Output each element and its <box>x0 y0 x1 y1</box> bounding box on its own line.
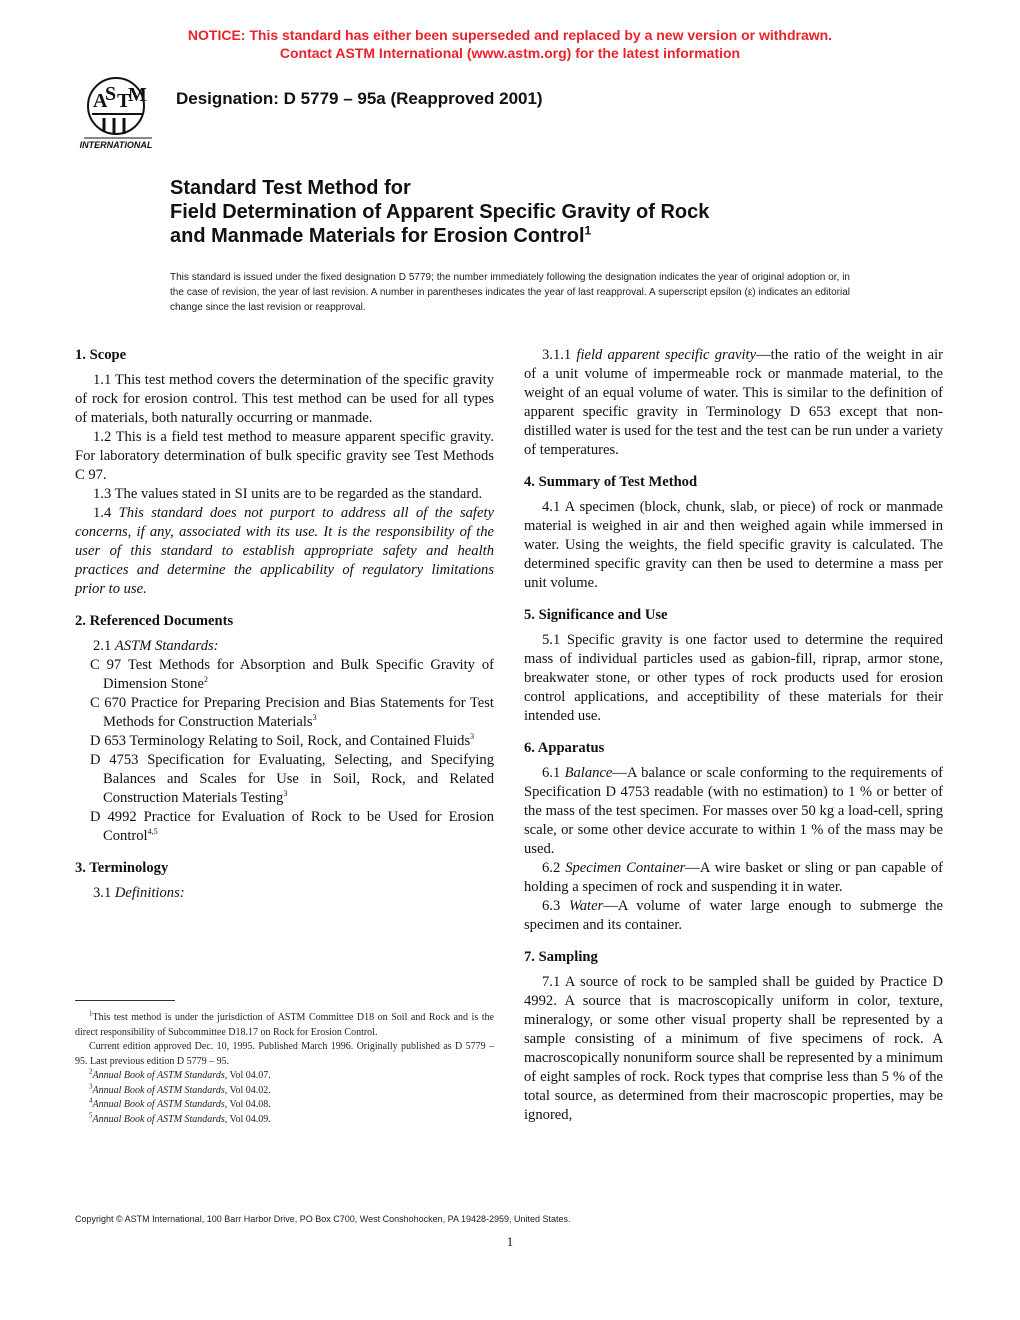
section-significance <box>524 606 943 726</box>
reference-footnote-ref: 3 <box>312 713 317 723</box>
document-title <box>170 176 930 248</box>
footnote-text: , Vol 04.07. <box>224 1070 271 1081</box>
scope-p4-text: This standard does not purport to address all of the safety concerns, if any, associated with its use. It is the responsibility of the user of this standard to establish appropriate safety and health practices and determine the applicability of regulatory limitations prior to use. <box>75 505 494 597</box>
reference-item <box>90 656 494 694</box>
footnote-book: Annual Book of ASTM Standards <box>92 1084 225 1096</box>
footnote-rule <box>75 1000 175 1001</box>
significance-heading: 5. Significance and Use <box>524 607 668 623</box>
notice-line-1: NOTICE: This standard has either been superseded and replaced by a new version or withdrawn. <box>187 27 833 43</box>
issued-note: This standard is issued under the fixed designation D 5779; the number immediately following the designation indicates the year of original adoption or, in the case of revision, the year of last revision. A number in parentheses indicates the year of last reapproval. A superscript epsilon (ε) indicates an editorial change since the last revision or reapproval. <box>170 272 850 313</box>
definition-term: field apparent specific gravity <box>576 347 757 363</box>
scope-p1: 1.1 This test method covers the determination of the specific gravity of rock for erosion control. This test method can be used for all types of materials, both naturally occurring or manmade. <box>75 372 494 426</box>
terminology-heading: 3. Terminology <box>75 860 169 876</box>
svg-text:M: M <box>128 84 147 106</box>
reference-footnote-ref: 3 <box>470 732 475 742</box>
footnote-book: Annual Book of ASTM Standards <box>92 1099 225 1110</box>
reference-footnote-ref: 4,5 <box>147 827 158 837</box>
footnote-number: 3 <box>89 1082 93 1091</box>
title-line-1: Standard Test Method for <box>170 177 411 199</box>
reference-text: C 670 Practice for Preparing Precision and Bias Statements for Test Methods for Construction Materials <box>90 695 494 730</box>
footnote-number: 4 <box>89 1096 93 1105</box>
reference-footnote-ref: 2 <box>203 675 208 685</box>
reference-text: D 653 Terminology Relating to Soil, Rock, and Contained Fluids <box>90 733 471 749</box>
svg-text:S: S <box>105 83 117 105</box>
apparatus-num: 6.1 <box>542 765 565 781</box>
reference-text: C 97 Test Methods for Absorption and Bulk Specific Gravity of Dimension Stone <box>90 657 494 692</box>
reference-footnote-ref: 3 <box>283 789 288 799</box>
copyright: Copyright © ASTM International, 100 Barr Harbor Drive, PO Box C700, West Conshohocken, PA 19428-2959, United States. <box>75 1214 571 1224</box>
sampling-p1: 7.1 A source of rock to be sampled shall be guided by Practice D 4992. A source that is macroscopically uniform in color, texture, mineralogy, or some other visual property shall be represented by a sample consisting of a minimum of five specimens of rock. A macroscopically nonuniform source shall be represented by a minimum of eight samples of rock. Rock types that comprise less than 5 % of the total source, as determined from their macroscopic properties, may be ignored, <box>524 974 943 1123</box>
definition-num: 3.1.1 <box>542 347 577 363</box>
footnote <box>75 1069 494 1084</box>
notice-line-2: Contact ASTM International (www.astm.org) for the latest information <box>279 45 741 61</box>
footnote-text: , Vol 04.02. <box>224 1084 271 1096</box>
reference-item <box>90 694 494 732</box>
svg-text:T: T <box>117 90 131 112</box>
significance-p1: 5.1 Specific gravity is one factor used to determine the required mass of individual particles used as gabion-fill, riprap, armor stone, breakwater stone, or other types of rock products used for erosion control applications, and acceptibility of these materials for their intended use. <box>524 632 943 724</box>
footnotes <box>75 1011 494 1127</box>
footnote-book: Annual Book of ASTM Standards <box>92 1070 225 1081</box>
scope-heading: 1. Scope <box>75 347 127 363</box>
summary-p1: 4.1 A specimen (block, chunk, slab, or piece) of rock or manmade material is weighed in air and then weighed again while immersed in water. Using the weights, the field specific gravity is calculated. The determined specific gravity can then be used to determine a mass per unit volume. <box>524 499 943 591</box>
referenced-sub-label: ASTM Standards: <box>114 638 219 654</box>
apparatus-item <box>524 897 943 935</box>
title-line-3 <box>170 224 930 248</box>
terminology-definition <box>524 346 943 460</box>
definition-text: —the ratio of the weight in air of a unit volume of impermeable rock or manmade material, to the weight of an equal volume of water. This is similar to the definition of apparent specific gravity in Terminology D 653 except that non-distilled water is used for the test and the test can be run under a variety of temperatures. <box>524 347 943 458</box>
svg-text:A: A <box>93 90 108 112</box>
section-summary <box>524 473 943 593</box>
summary-heading: 4. Summary of Test Method <box>524 474 698 490</box>
terminology-sub-num: 3.1 <box>93 885 115 901</box>
logo-text: INTERNATIONAL <box>79 140 153 150</box>
notice-banner <box>0 26 1020 62</box>
scope-p4 <box>75 504 494 599</box>
astm-logo <box>70 74 162 152</box>
apparatus-term: Water <box>568 898 604 914</box>
apparatus-item <box>524 859 943 897</box>
section-scope <box>75 346 494 599</box>
apparatus-num: 6.2 <box>542 860 566 876</box>
footnote-number: 1 <box>89 1009 93 1018</box>
scope-p4-num: 1.4 <box>93 505 119 521</box>
sampling-heading: 7. Sampling <box>524 949 598 965</box>
footnote <box>75 1098 494 1113</box>
terminology-sub <box>75 884 494 903</box>
right-column <box>524 346 943 1138</box>
referenced-heading: 2. Referenced Documents <box>75 613 234 629</box>
footnote-number: 2 <box>89 1067 93 1076</box>
footnote-text: , Vol 04.08. <box>224 1099 271 1110</box>
footnote <box>75 1084 494 1099</box>
footnote <box>75 1113 494 1128</box>
footnote-text: Current edition approved Dec. 10, 1995. Published March 1996. Originally published as D 5779 – 95. Last previous edition D 5779 – 95. <box>75 1041 494 1067</box>
apparatus-term: Balance <box>564 765 613 781</box>
scope-p2: 1.2 This is a field test method to measure apparent specific gravity. For laboratory determination of bulk specific gravity see Test Methods C 97. <box>75 429 494 483</box>
section-sampling <box>524 948 943 1125</box>
footnote-number: 5 <box>89 1111 93 1120</box>
definition-3-1-1 <box>524 346 943 460</box>
reference-text: D 4992 Practice for Evaluation of Rock to be Used for Erosion Control <box>90 809 494 844</box>
reference-text: D 4753 Specification for Evaluating, Selecting, and Specifying Balances and Scales for Use in Soil, Rock, and Related Construction Materials Testing <box>90 752 494 806</box>
apparatus-text: —A wire basket or sling or pan capable of holding a specimen of rock and suspending it in water. <box>524 860 943 895</box>
referenced-sub <box>75 637 494 656</box>
apparatus-term: Specimen Container <box>565 860 686 876</box>
reference-list <box>75 656 494 846</box>
apparatus-item <box>524 764 943 859</box>
title-footnote-ref: 1 <box>584 223 592 238</box>
reference-item <box>90 732 494 751</box>
scope-p3: 1.3 The values stated in SI units are to be regarded as the standard. <box>93 486 483 502</box>
astm-international-logo-icon <box>70 74 162 152</box>
footnote-text: , Vol 04.09. <box>224 1113 271 1125</box>
apparatus-text: —A volume of water large enough to submerge the specimen and its container. <box>524 898 943 933</box>
title-line-3-text: and Manmade Materials for Erosion Control <box>170 225 585 247</box>
footnote <box>75 1040 494 1069</box>
designation: Designation: D 5779 – 95a (Reapproved 2001) <box>176 89 543 108</box>
apparatus-text: —A balance or scale conforming to the requirements of Specification D 4753 readable (with no estimation) to 1 % or better of the mass of the test specimen. For masses over 50 kg a load-cell, spring scale, or some other device accurate to within 1 % of the mass may be used. <box>524 765 943 857</box>
footnote-book: Annual Book of ASTM Standards <box>92 1113 225 1125</box>
section-referenced-documents <box>75 612 494 846</box>
section-terminology <box>75 859 494 903</box>
footnote-text: This test method is under the jurisdiction of ASTM Committee D18 on Soil and Rock and is the direct responsibility of Subcommittee D18.17 on Rock for Erosion Control. <box>75 1012 494 1038</box>
reference-item <box>90 751 494 808</box>
apparatus-num: 6.3 <box>542 898 569 914</box>
title-line-2: Field Determination of Apparent Specific Gravity of Rock <box>170 201 710 223</box>
referenced-sub-num: 2.1 <box>93 638 115 654</box>
page-number: 1 <box>506 1234 514 1249</box>
section-apparatus <box>524 739 943 935</box>
terminology-sub-label: Definitions: <box>114 885 185 901</box>
reference-item <box>90 808 494 846</box>
apparatus-heading: 6. Apparatus <box>524 740 605 756</box>
left-column <box>75 346 494 916</box>
footnote <box>75 1011 494 1040</box>
